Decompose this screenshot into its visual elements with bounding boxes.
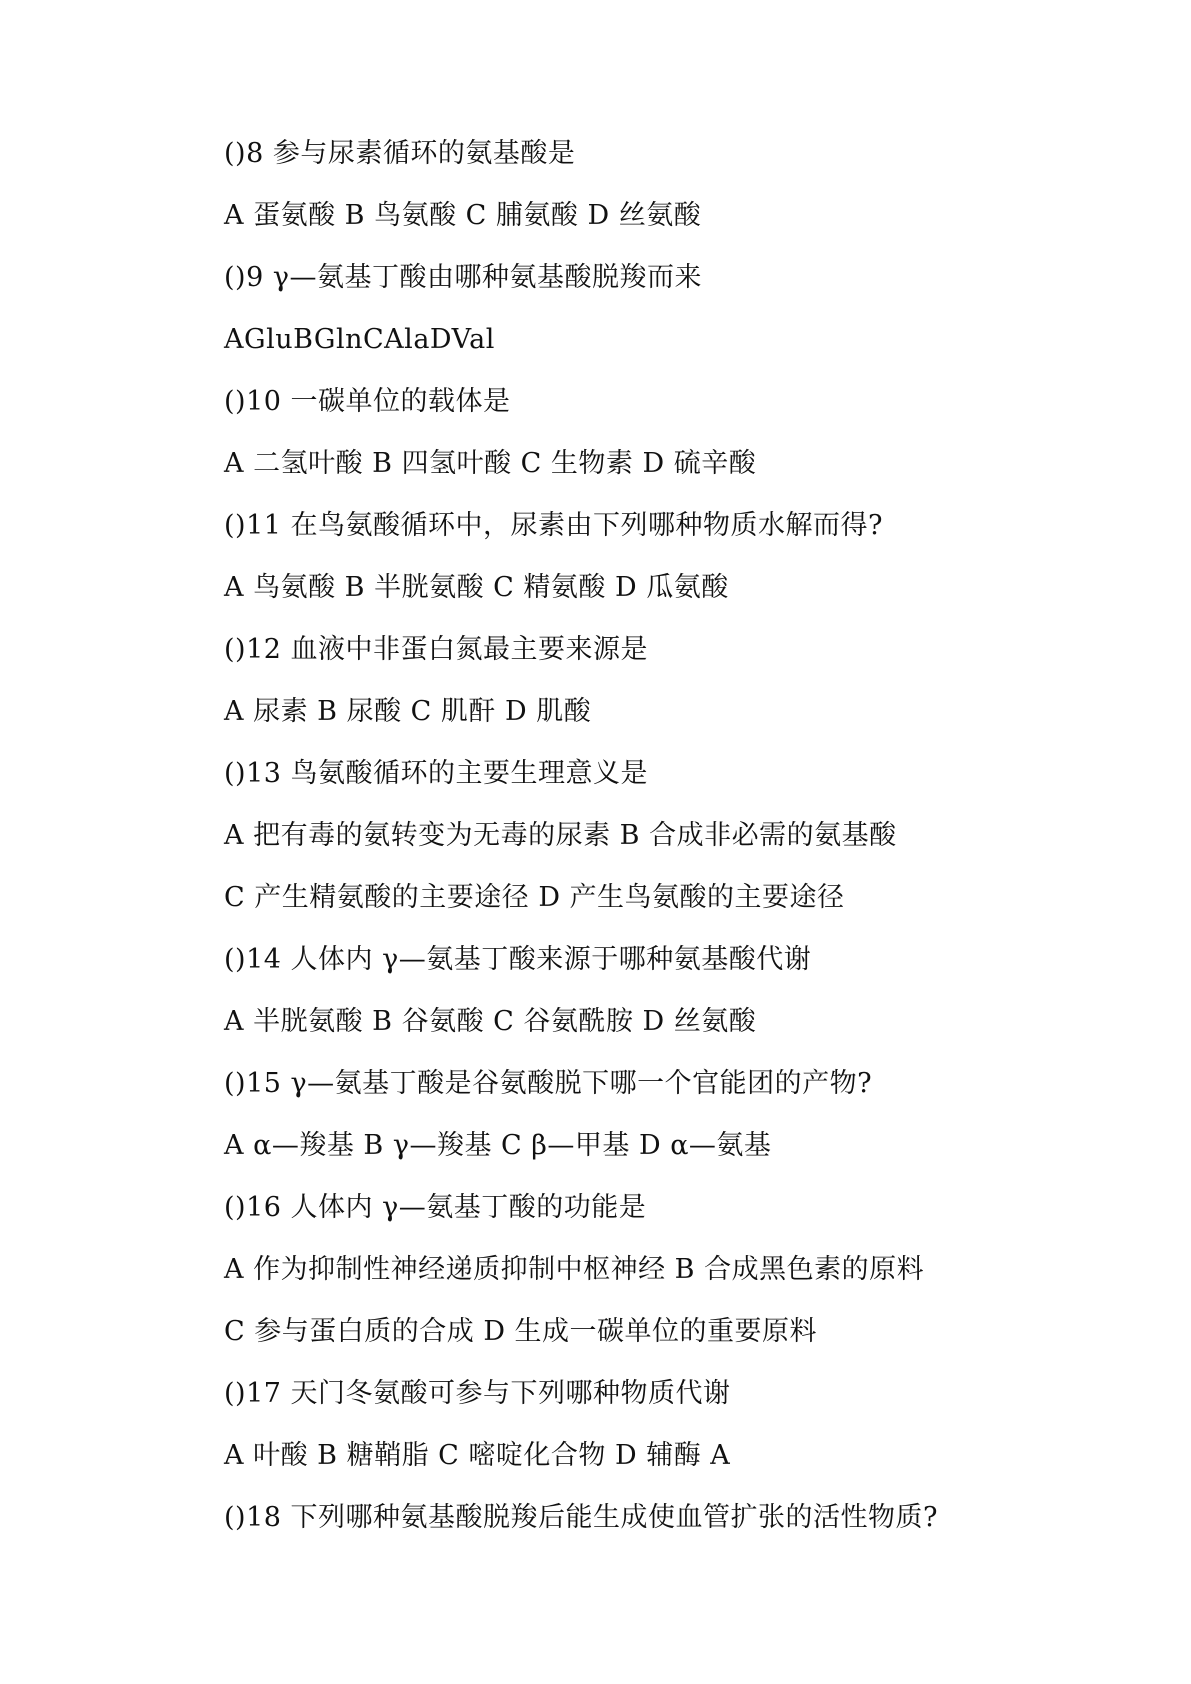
question-14-options: A 半胱氨酸 B 谷氨酸 C 谷氨酰胺 D 丝氨酸 [224, 1006, 757, 1037]
question-17-stem: ()17 天门冬氨酸可参与下列哪种物质代谢 [224, 1378, 731, 1409]
question-15-stem: ()15 γ—氨基丁酸是谷氨酸脱下哪一个官能团的产物? [224, 1068, 873, 1099]
question-9-options: AGluBGlnCAlaDVal [224, 324, 495, 355]
question-16-options-ab: A 作为抑制性神经递质抑制中枢神经 B 合成黑色素的原料 [224, 1254, 925, 1285]
question-16-options-cd: C 参与蛋白质的合成 D 生成一碳单位的重要原料 [224, 1316, 818, 1347]
question-13-options-ab: A 把有毒的氨转变为无毒的尿素 B 合成非必需的氨基酸 [224, 820, 897, 851]
question-11-stem: ()11 在鸟氨酸循环中，尿素由下列哪种物质水解而得? [224, 510, 883, 541]
question-12-stem: ()12 血液中非蛋白氮最主要来源是 [224, 634, 649, 665]
question-16-stem: ()16 人体内 γ—氨基丁酸的功能是 [224, 1192, 647, 1223]
question-15-options: A α—羧基 B γ—羧基 C β—甲基 D α—氨基 [224, 1130, 772, 1161]
question-8-options: A 蛋氨酸 B 鸟氨酸 C 脯氨酸 D 丝氨酸 [224, 200, 702, 231]
question-14-stem: ()14 人体内 γ—氨基丁酸来源于哪种氨基酸代谢 [224, 944, 812, 975]
question-13-options-cd: C 产生精氨酸的主要途径 D 产生鸟氨酸的主要途径 [224, 882, 845, 913]
question-9-stem: ()9 γ—氨基丁酸由哪种氨基酸脱羧而来 [224, 262, 702, 293]
question-list [224, 136, 1144, 1562]
question-11-options: A 鸟氨酸 B 半胱氨酸 C 精氨酸 D 瓜氨酸 [224, 572, 729, 603]
question-17-options: A 叶酸 B 糖鞘脂 C 嘧啶化合物 D 辅酶 A [224, 1440, 731, 1471]
question-12-options: A 尿素 B 尿酸 C 肌酐 D 肌酸 [224, 696, 592, 727]
question-18-stem: ()18 下列哪种氨基酸脱羧后能生成使血管扩张的活性物质? [224, 1502, 938, 1533]
question-8-stem: ()8 参与尿素循环的氨基酸是 [224, 138, 576, 169]
question-10-options: A 二氢叶酸 B 四氢叶酸 C 生物素 D 硫辛酸 [224, 448, 757, 479]
question-13-stem: ()13 鸟氨酸循环的主要生理意义是 [224, 758, 649, 789]
question-10-stem: ()10 一碳单位的载体是 [224, 386, 511, 417]
